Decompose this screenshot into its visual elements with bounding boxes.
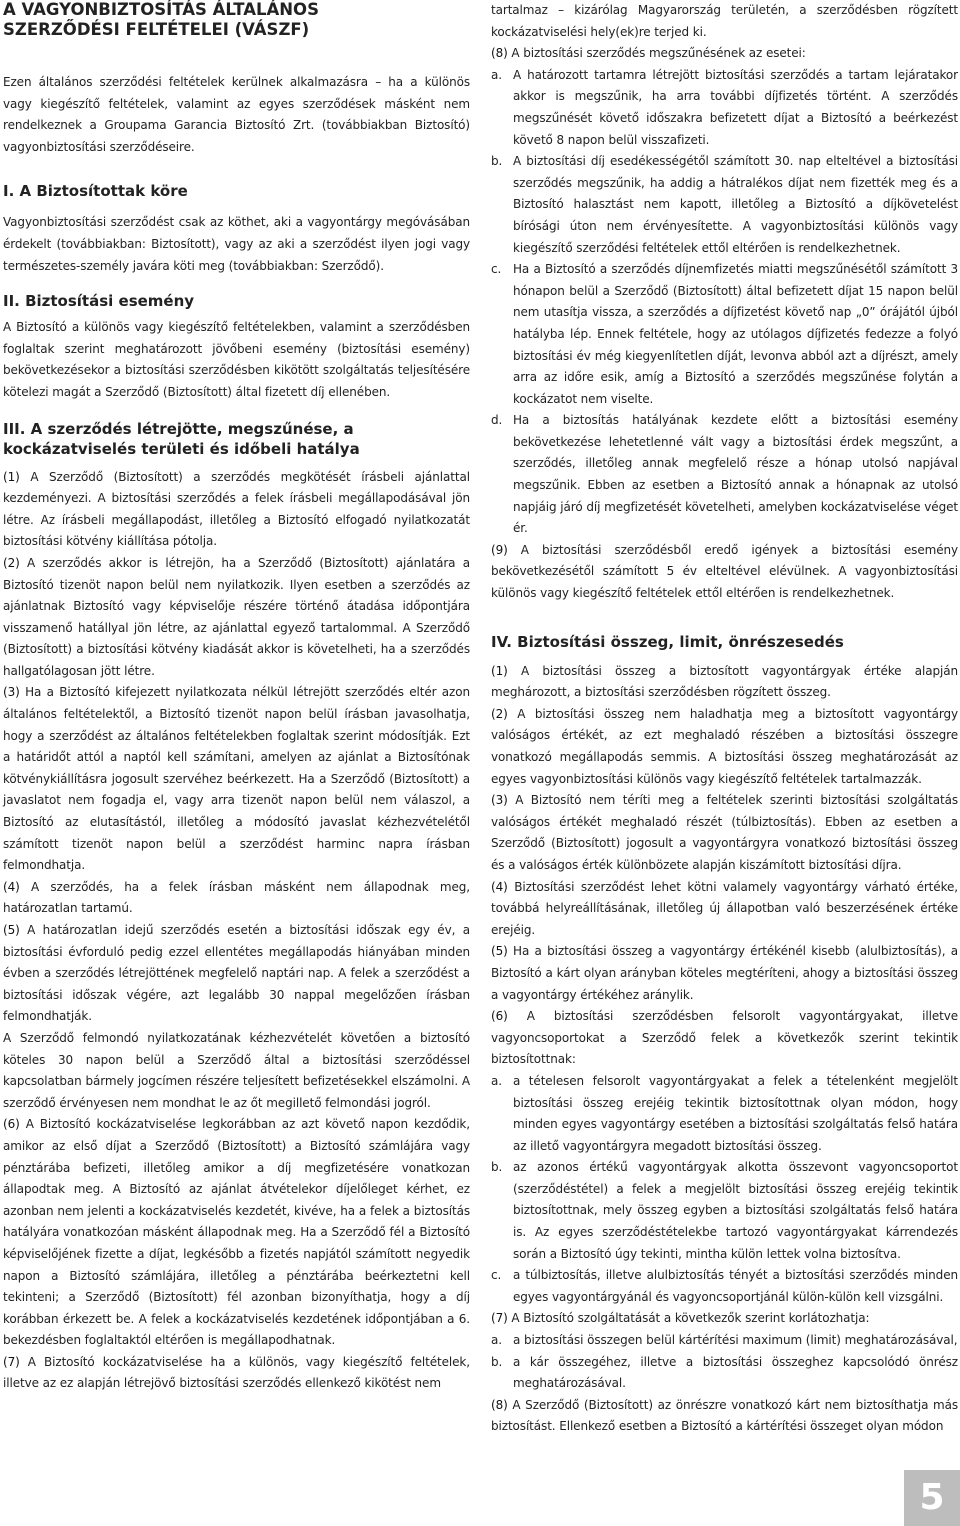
right-column — [491, 0, 958, 1438]
paragraph-number: (3) — [3, 685, 20, 700]
numbered-paragraph — [491, 790, 958, 876]
list-item-text: a tételesen felsorolt vagyontárgyakat a felek a tételenként megjelölt biztosítási összeg erejéig tekintik biztosítottnak olyan módon, hogy minden egyes vagyontárgy esetében a biztosítási szolgáltatás felső határa az illető vagyontárgyra megadott biztosítási összeg. — [513, 1073, 958, 1153]
paragraph-number: (3) — [491, 793, 508, 808]
section-heading-2: II. Biztosítási esemény — [3, 292, 195, 311]
paragraph-text: A Biztosító kockázatviselése legkorábban az azt követő napon kezdődik, amikor az első díjat a Szerződő (Biztosított) a Biztosító számlájára vagy pénztárába befizeti, illetőleg amikor a díj megfizetésére vonatkozan állapodtak meg. A Biztosító az ajánlat átvételekor díjelőleget kérhet, ez azonban nem jelenti a kockázatviselés kezdetét, kivéve, ha a felek a biztosítás hatályára vonatkozóan másként állapodnak meg. Ha a Szerződő fél a Biztosító képviselőjének fizette a díjat, legkésőbb a fizetés napjától számított negyedik napon a Biztosító számlájára, illetőleg a pénztárába beérkeztetni kell tekinteni; a Szerződő (Biztosított) fél azonban bizonyíthatja, hogy a díj korábban érkezett be. A felek a kockázatviselés kezdetének időpontjában a 6. bekezdésben foglaltaktól eltérően is megállapodhatnak. — [3, 1117, 470, 1348]
list-marker: a. — [491, 67, 502, 82]
paragraph-number: (5) — [3, 923, 20, 937]
list-item-text: A határozott tartamra létrejött biztosítási szerződés a tartam lejáratakor akkor is megszűnik, ha arra további díjfizetés történt. A szerződés megszűnését követő időszakra befizetett díjat a Biztosító a beérkezést követő 8 napon belül visszafizeti. — [513, 67, 958, 147]
list-item-text: Ha a biztosítás hatályának kezdete előtt a biztosítási esemény bekövetkezése lehetetlenné vált vagy a biztosítási érdek megszűnt, a szerződés, illetőleg annak megfelelő része a hónap utolsó napjával megszűnik. Ebben az esetben a Biztosító annak a hónapnak az utolsó napjáig járó díj megfizetését követelheti, amelyben kockázatviselése véget ér. — [513, 413, 958, 536]
continued-paragraph: tartalmaz – kizárólag Magyarország területén, a szerződésben rögzített kockázatviselési hely(ek)re terjed ki. — [491, 3, 958, 39]
list-item — [491, 65, 958, 151]
paragraph-text: A szerződés, ha a felek írásban másként nem állapodnak meg, határozatlan tartamú. — [3, 879, 470, 916]
paragraph-number: (8) — [491, 46, 508, 61]
list-marker: b. — [491, 1354, 503, 1369]
list-item — [491, 1071, 958, 1157]
section-heading-1: I. A Biztosítottak köre — [3, 182, 188, 201]
list-item — [491, 1265, 958, 1308]
numbered-paragraph — [491, 1006, 958, 1071]
paragraph-text: Biztosítási szerződést lehet kötni valamely vagyontárgy várható értéke, továbbá helyreállításának, illetőleg új állapotban való beszerzésének értéke erejéig. — [491, 879, 958, 937]
numbered-paragraph — [3, 682, 470, 876]
numbered-paragraph — [3, 877, 470, 920]
section-heading-line: kockázatviselés területi és időbeli hatálya — [3, 439, 360, 458]
numbered-paragraph — [491, 941, 958, 1006]
list-item — [491, 259, 958, 410]
document-title — [3, 0, 470, 40]
numbered-paragraph — [491, 877, 958, 942]
paragraph-text: A szerződés akkor is létrejön, ha a Szerződő (Biztosított) ajánlatára a Biztosító tizenöt napon belül nem nyilatkozik. Ilyen esetben a szerződés az ajánlatnak Biztosító vagy képviselője részére történő átadása időpontjára visszamenő hatállyal jön létre, az ajánlattal egyező tartalommal. A Szerződő (Biztosított) a biztosítási kötvény kiadását akkor is követelheti, ha a szerződés hallgatólagosan jött létre. — [3, 555, 470, 678]
paragraph-number: (1) — [491, 663, 508, 678]
numbered-paragraph — [491, 1395, 958, 1438]
section-1-body: Vagyonbiztosítási szerződést csak az köthet, aki a vagyontárgy megóvásában érdekelt (továbbiakban: Biztosított), vagy az aki a szerződést ilyen jogi vagy természetes-személy javára köti meg (továbbiakban: Szerződő). — [3, 215, 470, 273]
list-item — [491, 151, 958, 259]
left-column — [3, 0, 470, 1395]
list-item-text: A biztosítási díj esedékességétől számított 30. nap elteltével a biztosítási szerződés megszűnik, ha addig a hátralékos díjat nem fizették meg és a Biztosító halasztást nem kapott, illetőleg a Biztosító a díjkövetelést bírósági úton nem érvényesítette. A vagyonbiztosítási különös vagy kiegészítő szerződési feltételek ettől eltérően is rendelkezhetnek. — [513, 154, 958, 255]
paragraph-number: (4) — [491, 879, 508, 894]
paragraph-number: (5) — [491, 944, 508, 959]
paragraph-text: A Biztosító szolgáltatását a következők szerint korlátozhatja: — [511, 1311, 870, 1326]
paragraph-number: (6) — [491, 1009, 508, 1024]
paragraph-text: A biztosítási szerződésből eredő igények a biztosítási esemény bekövetkezésétől számított 5 év elteltével elévülnek. A vagyonbiztosítási különös vagy kiegészítő feltételek ettől eltérően is rendelkezhetnek. — [491, 542, 958, 601]
list-item — [491, 1330, 958, 1352]
paragraph-text: Ha a Biztosító kifejezett nyilatkozata nélkül létrejött szerződés eltér azon általános feltételektől, a Biztosító tizenöt napon belül írásban javasolhatja, hogy a szerződést az általános feltételekben foglaltak szerint módosítják. Ezt a határidőt attól a naptól kell számítani, amelyen az ajánlat a Biztosítónak kötvénykiállításra jogosult szervéhez beérkezett. Ha a Szerződő (Biztosított) a javaslatot nem fogadja el, vagy arra tizenöt napon belül nem válaszol, a Biztosító az elutasítástól, illetőleg a módosító javaslat kézhezvételétől számított tizenöt napon belül a szerződést harminc napra írásban felmondhatja. — [3, 685, 470, 873]
paragraph-text: A Biztosító nem téríti meg a feltételek szerinti biztosítási szolgáltatás valóságos értékét meghaladó részét (túlbiztosítás). Ebben az esetben a Szerződő (Biztosított) jogosult a vagyontárgyra vonatkozó biztosítási összeg és a valóságos érték különbözete alapján kiszámított biztosítási díjra. — [491, 793, 958, 872]
list-marker: d. — [491, 413, 503, 428]
paragraph-text: A Szerződő (Biztosított) a szerződés megkötését írásbeli ajánlattal kezdeményezi. A biztosítási szerződés a felek írásbeli megállapodásával jön létre. Az írásbeli megállapodást, illetőleg a Biztosító elfogadó nyilatkozatát biztosítási kötvény kiállítása pótolja. — [3, 469, 470, 549]
paragraph-text: A biztosítási összeg nem haladhatja meg a biztosított vagyontárgy valóságos értékét, az ezt meghaladó részében a biztosítási összegre vonatkozó megállapodás semmis. A biztosítási összeg meghatározását az egyes vagyonbiztosítási különös vagy kiegészítő feltételek tartalmazzák. — [491, 706, 958, 786]
paragraph-text: Ha a biztosítási összeg a vagyontárgy értékénél kisebb (alulbiztosítás), a Biztosító a kárt olyan arányban köteles megtéríteni, ahogy a biztosítási összeg a vagyontárgy értékéhez aránylik. — [491, 944, 958, 1002]
paragraph-number: (2) — [3, 555, 20, 570]
paragraph-number: (4) — [3, 879, 20, 894]
list-item-text: a túlbiztosítás, illetve alulbiztosítás tényét a biztosítási szerződés minden egyes vagyontárgyánál és vagyoncsoportjánál külön-külön kell vizsgálni. — [513, 1268, 958, 1304]
numbered-paragraph — [491, 540, 958, 605]
paragraph-text: A határozatlan idejű szerződés esetén a biztosítási időszak egy év, a biztosítási évforduló pedig ezzel ellentétes megállapodás hiányában minden évben a szerződés létrejöttének megfelelő naptári nap. A felek a szerződést a biztosítási időszak végére, azt legalább 30 nappal megelőzően írásban felmondhatják. — [3, 923, 470, 1024]
list-item — [491, 410, 958, 540]
paragraph-text: A Szerződő (Biztosított) az önrészre vonatkozó kárt nem biztosíthatja más biztosítást. Ellenkező esetben a Biztosító a kártérítési összeget olyan módon — [491, 1397, 958, 1434]
numbered-paragraph — [3, 467, 470, 553]
section-heading-line: III. A szerződés létrejötte, megszűnése, a — [3, 419, 354, 438]
list-marker: a. — [491, 1073, 502, 1088]
paragraph — [3, 1028, 470, 1114]
paragraph-text: A biztosítási összeg a biztosított vagyontárgyak értéke alapján meghározott, a biztosítási szerződésben rögzített összeg. — [491, 663, 958, 700]
list-item — [491, 1352, 958, 1395]
paragraph-number: (8) — [491, 1397, 508, 1412]
paragraph-number: (7) — [491, 1311, 508, 1326]
numbered-paragraph — [491, 1308, 958, 1330]
section-2-body: A Biztosító a különös vagy kiegészítő feltételekben, valamint a szerződésben foglaltak szerint meghatározott jövőbeni esemény (biztosítási esemény) bekövetkezésekor a biztosítási szerződésben kikötött szolgáltatás teljesítésére kötelezi magát a Szerződő (Biztosított) által fizetett díj ellenében. — [3, 320, 470, 399]
list-item-text: a kár összegéhez, illetve a biztosítási összeghez kapcsolódó önrész meghatározásával. — [513, 1354, 958, 1391]
numbered-paragraph — [491, 43, 958, 65]
list-item-text: Ha a Biztosító a szerződés díjnemfizetés miatti megszűnésétől számított 3 hónapon belül a Szerződő (Biztosított) által befizetett díjat 15 napon belül nem utasítja vissza, a szerződés a díjfizetést követő nap „0” órájától újból hatályba lép. Ennek feltétele, hogy az utólagos díjfizetés fedezze a folyó biztosítási év még kiegyenlítetlen díját, levonva abból azt a díjrészt, amely arra az időre esik, amíg a Biztosító a szerződés megszűnése folytán a kockázatot nem viselte. — [513, 262, 958, 406]
section-heading-4: IV. Biztosítási összeg, limit, önrészesedés — [491, 632, 844, 651]
intro-paragraph: Ezen általános szerződési feltételek kerülnek alkalmazásra – ha a különös vagy kiegészítő feltételek, valamint az egyes szerződések másként nem rendelkeznek a Groupama Garancia Biztosító Zrt. (továbbiakban Biztosító) vagyonbiztosítási szerződéseire. — [3, 75, 470, 154]
paragraph-number: (7) — [3, 1354, 20, 1369]
paragraph-number: (2) — [491, 706, 508, 721]
numbered-paragraph — [491, 661, 958, 704]
section-3-body — [3, 467, 470, 1396]
document-title-line: SZERZŐDÉSI FELTÉTELEI (VÁSZF) — [3, 20, 310, 39]
paragraph-text: A biztosítási szerződésben felsorolt vagyontárgyakat, illetve vagyoncsoportokat a Szerződő felek a következők szerint tekintik biztosítottnak: — [491, 1009, 958, 1067]
paragraph-number: (6) — [3, 1117, 20, 1132]
numbered-paragraph — [3, 1114, 470, 1352]
list-item-text: a biztosítási összegen belül kártérítési maximum (limit) meghatározásával, — [513, 1333, 958, 1348]
paragraph-text: A Biztosító kockázatviselése ha a különös, vagy kiegészítő feltételek, illetve az ez alapján létrejövő biztosítási szerződés ellenkező kikötést nem — [3, 1354, 470, 1391]
section-heading-3 — [3, 419, 470, 459]
numbered-paragraph — [491, 704, 958, 790]
list-marker: b. — [491, 1160, 503, 1175]
numbered-paragraph — [3, 920, 470, 1028]
document-title-line: A VAGYONBIZTOSÍTÁS ÁLTALÁNOS — [3, 0, 319, 19]
page-number: 5 — [919, 1477, 945, 1518]
list-marker: c. — [491, 1268, 502, 1283]
paragraph-number: (1) — [3, 469, 20, 484]
paragraph-text: A Szerződő felmondó nyilatkozatának kézhezvételét követően a biztosító köteles 30 napon belül a Szerződő által a biztosítási szerződéssel kapcsolatban bármely jogcímen részére teljesített befizetésekkel elszámolni. A szerződő érvényesen nem mondhat le az őt megillető felmondási jogról. — [3, 1030, 470, 1110]
section-4-body — [491, 661, 958, 1438]
list-marker: c. — [491, 262, 502, 277]
list-item — [491, 1157, 958, 1265]
numbered-paragraph — [3, 553, 470, 683]
list-item-text: az azonos értékű vagyontárgyak alkotta összevont vagyoncsoportot (szerződéstétel) a felek a megjelölt biztosítási összeg erejéig tekintik biztosítottnak, mely összeg egyben a biztosítási szolgáltatás felső határa is. Az egyes szerződéstételekbe tartozó vagyontárgyakat kárrendezés során a Biztosító úgy tekinti, mintha külön lettek volna biztosítva. — [513, 1160, 958, 1261]
numbered-paragraph — [3, 1352, 470, 1395]
page-number-box — [904, 1470, 960, 1526]
list-marker: a. — [491, 1333, 502, 1348]
paragraph-text: A biztosítási szerződés megszűnésének az esetei: — [511, 46, 806, 61]
list-marker: b. — [491, 154, 503, 169]
paragraph-number: (9) — [491, 542, 508, 557]
